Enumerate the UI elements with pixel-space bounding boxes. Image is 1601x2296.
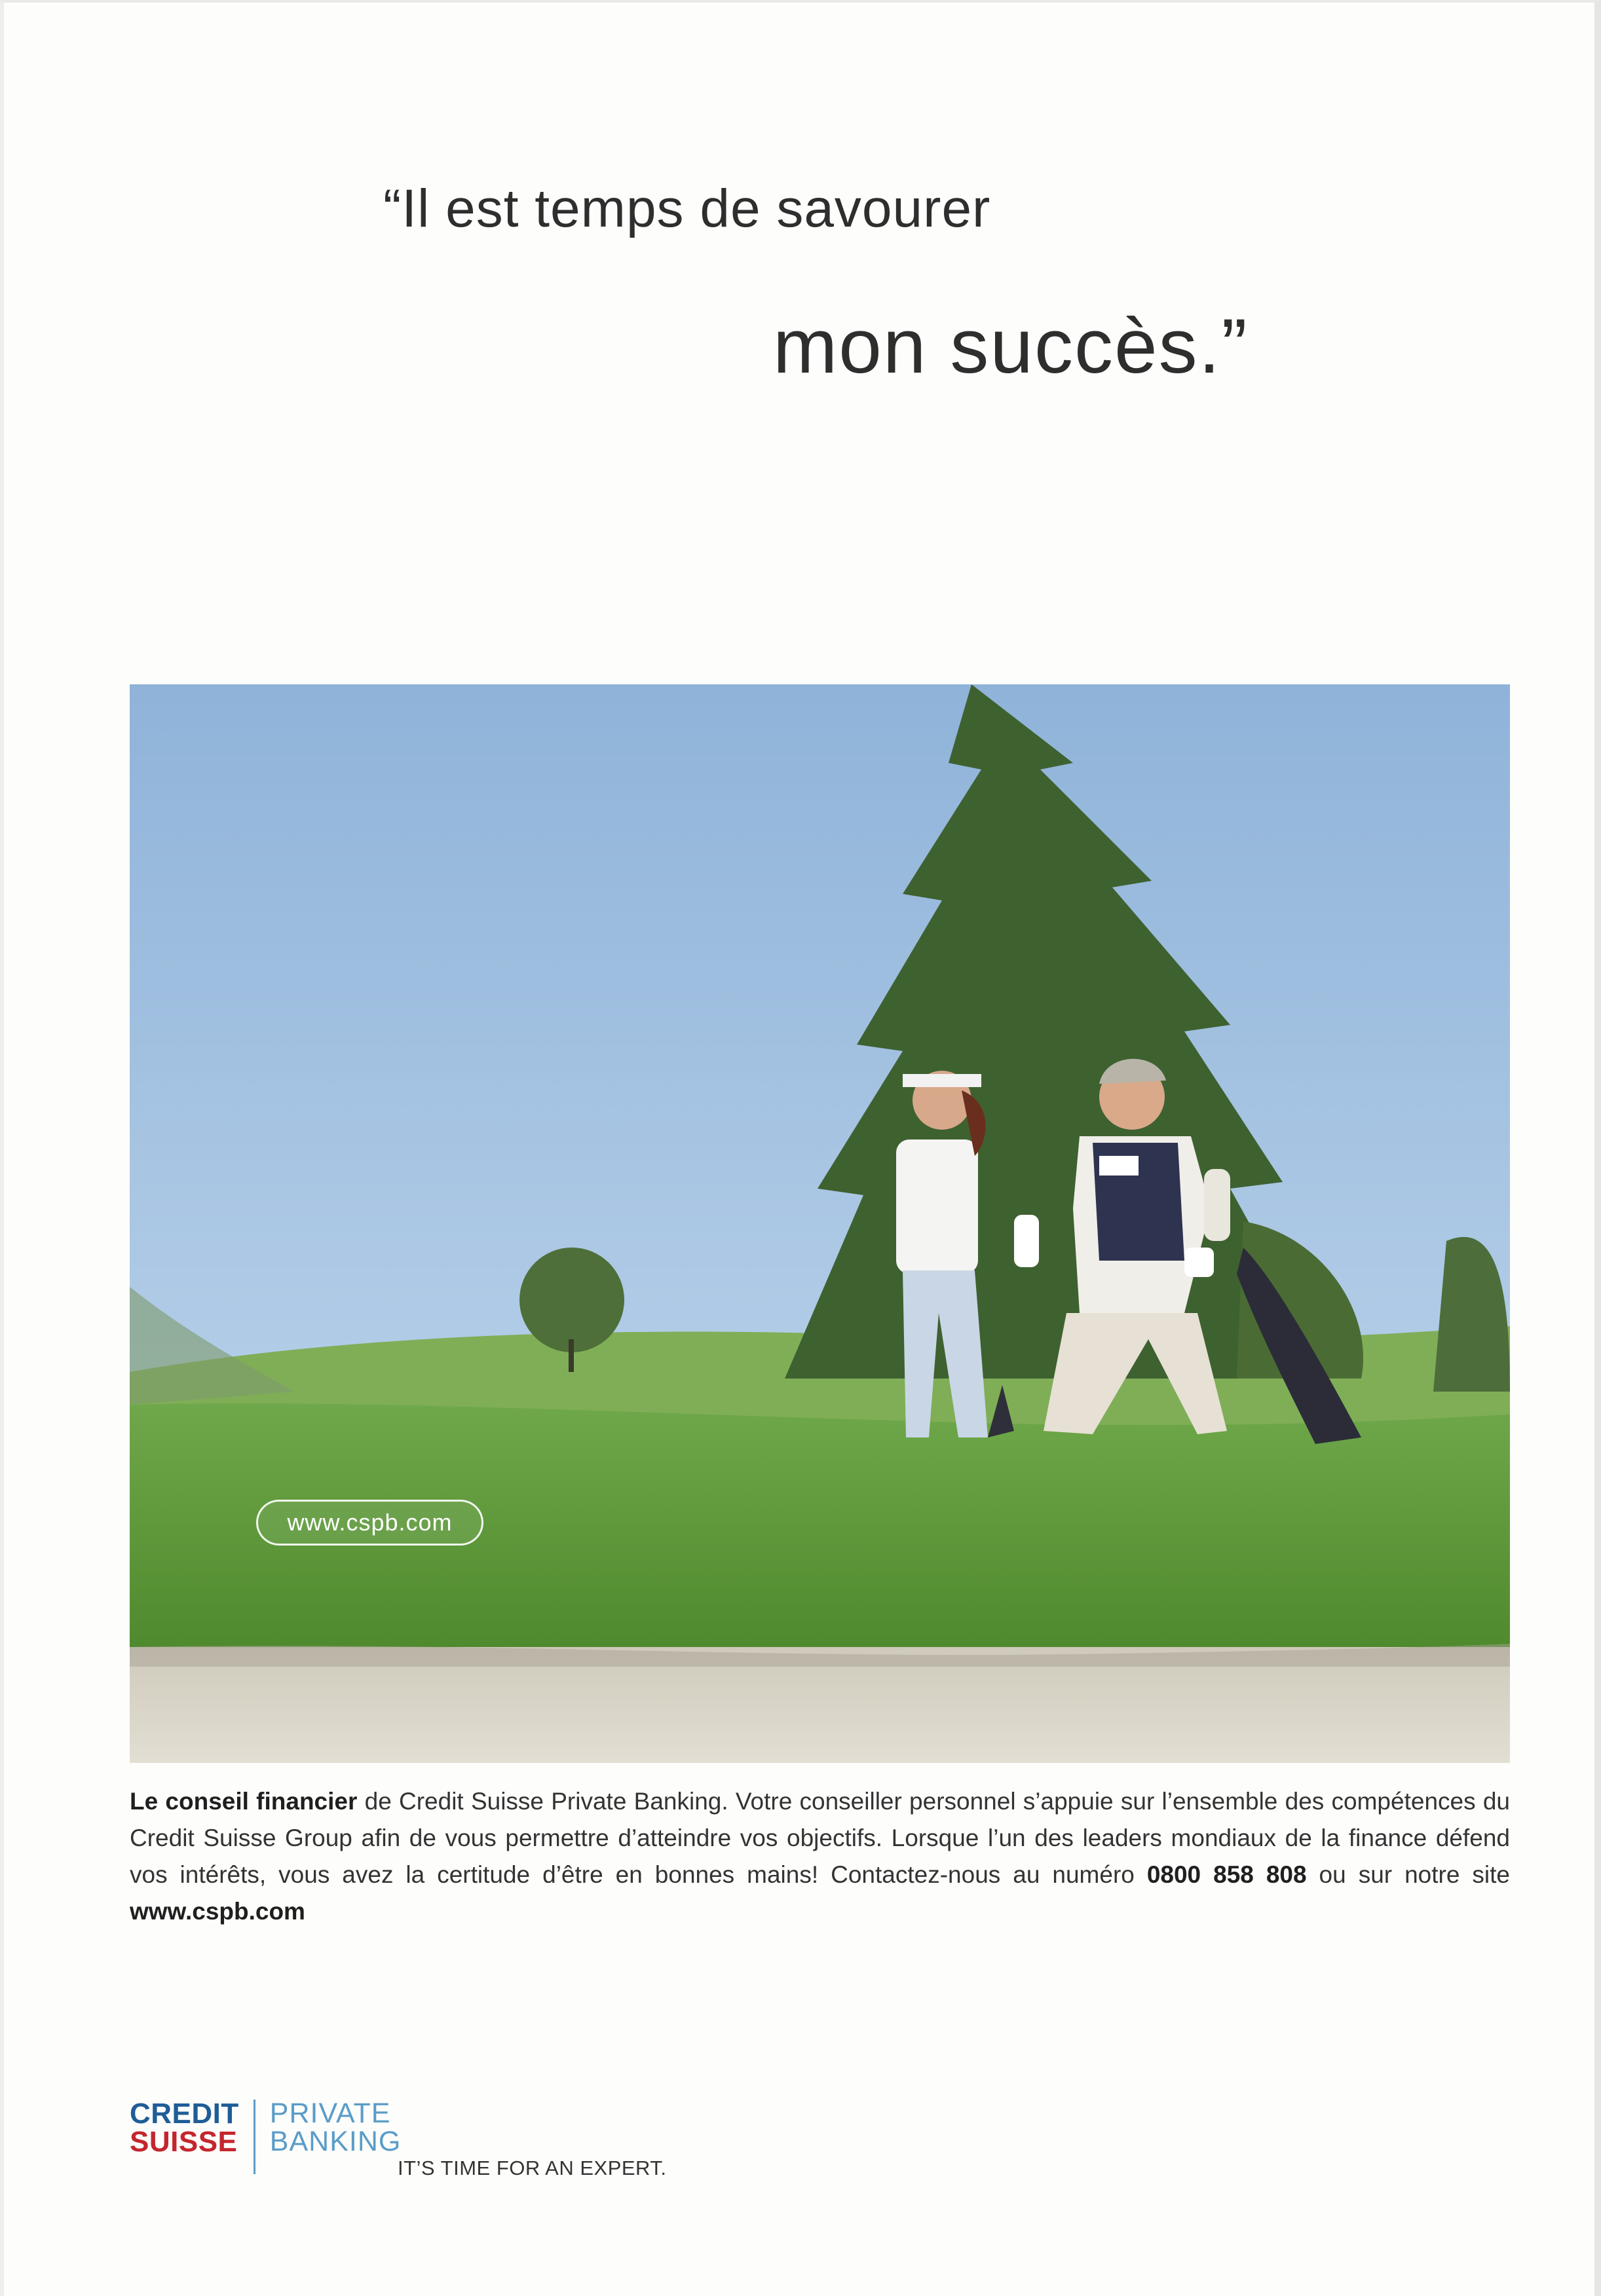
website-badge[interactable]: www.cspb.com — [256, 1500, 483, 1546]
logo-private-text: PRIVATE — [269, 2098, 391, 2129]
logo-credit-text: CREDIT — [130, 2098, 239, 2130]
headline-line-1: “Il est temps de savourer — [383, 179, 991, 238]
phone-number[interactable]: 0800 858 808 — [1146, 1861, 1307, 1888]
lead-bold-text: Le conseil financier — [130, 1788, 358, 1815]
logo-banking-text: BANKING — [269, 2126, 402, 2157]
website-link[interactable]: www.cspb.com — [130, 1898, 305, 1925]
logo-divider — [254, 2100, 255, 2174]
logo-credit-suisse — [130, 2100, 239, 2156]
body-text-1: de Credit Suisse Private Banking. Votre conseiller personnel s’appuie sur l’ensemble des compétences du Credit Suisse Group afin de vous permettre d’atteindre vos objectifs. Lorsque l’un des leaders mondiaux de la finance défend vos intérêts, vous avez la certitude d’être en bonnes mains! Contactez-nous au numéro — [130, 1788, 1510, 1888]
body-text-2: ou sur notre site — [1306, 1861, 1510, 1888]
credit-suisse-logo — [130, 2100, 401, 2178]
logo-private-banking — [270, 2100, 402, 2156]
headline-line-2: mon succès.” — [773, 303, 1249, 390]
logo-suisse-text: SUISSE — [130, 2126, 238, 2158]
tagline: IT’S TIME FOR AN EXPERT. — [398, 2157, 667, 2179]
body-paragraph — [130, 1783, 1510, 1930]
golf-photo — [130, 684, 1510, 1763]
